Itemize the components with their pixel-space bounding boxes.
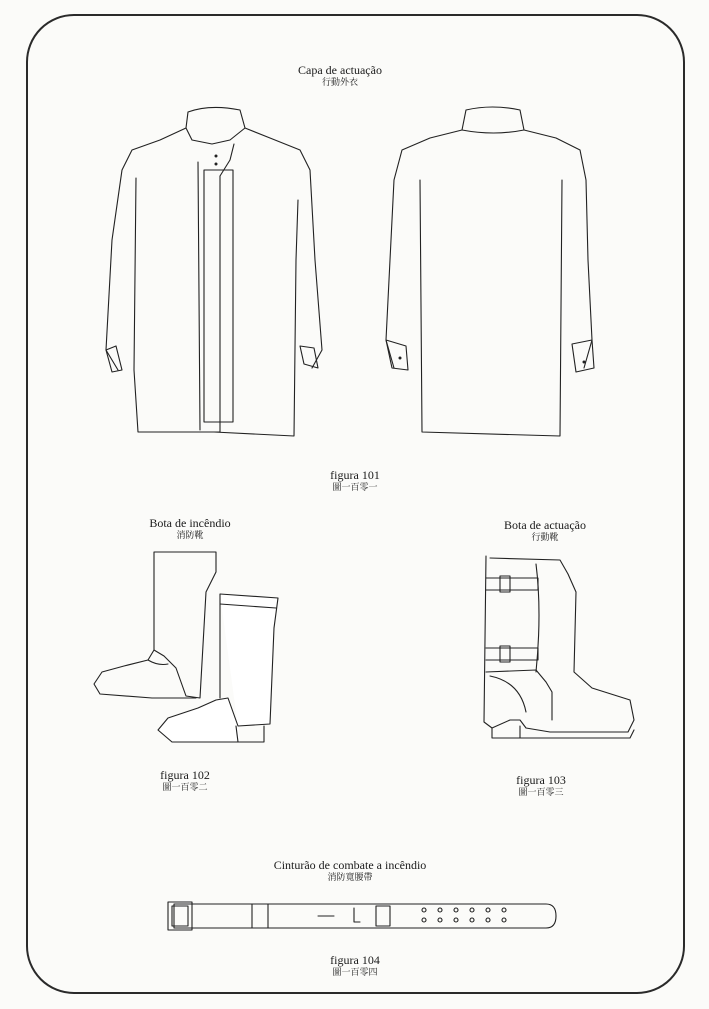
fire-boot-title: Bota de incêndio: [149, 516, 231, 530]
fire-boot-subtitle: 消防靴: [176, 531, 204, 541]
figure-102-zh: 圖一百零二: [162, 783, 208, 793]
figure-101-zh: 圖一百零一: [332, 483, 378, 493]
figure-102-label: figura 102: [160, 768, 210, 782]
action-boot-heading: [480, 518, 610, 544]
coat-heading: [255, 63, 425, 89]
belt-subtitle: 消防寬腰帶: [327, 873, 373, 883]
fire-boots-illustration: [88, 548, 288, 748]
coat-front-illustration: [100, 100, 330, 445]
figure-104-caption: [305, 953, 405, 979]
action-boot-illustration: [480, 552, 645, 747]
figure-103-zh: 圖一百零三: [518, 788, 564, 798]
figure-101-caption: [305, 468, 405, 494]
belt-heading: [240, 858, 460, 884]
figure-102-caption: [140, 768, 230, 794]
figure-101-label: figura 101: [330, 468, 380, 482]
action-boot-title: Bota de actuação: [504, 518, 586, 532]
action-boot-subtitle: 行動靴: [531, 533, 559, 543]
belt-illustration: [164, 898, 560, 938]
belt-title: Cinturão de combate a incêndio: [273, 858, 427, 872]
coat-subtitle: 行動外衣: [321, 78, 358, 88]
fire-boot-heading: [130, 516, 250, 542]
coat-title: Capa de actuação: [298, 63, 382, 77]
figure-103-label: figura 103: [516, 773, 566, 787]
figure-103-caption: [496, 773, 586, 799]
coat-back-illustration: [380, 100, 595, 440]
figure-104-label: figura 104: [330, 953, 380, 967]
figure-104-zh: 圖一百零四: [332, 968, 378, 978]
